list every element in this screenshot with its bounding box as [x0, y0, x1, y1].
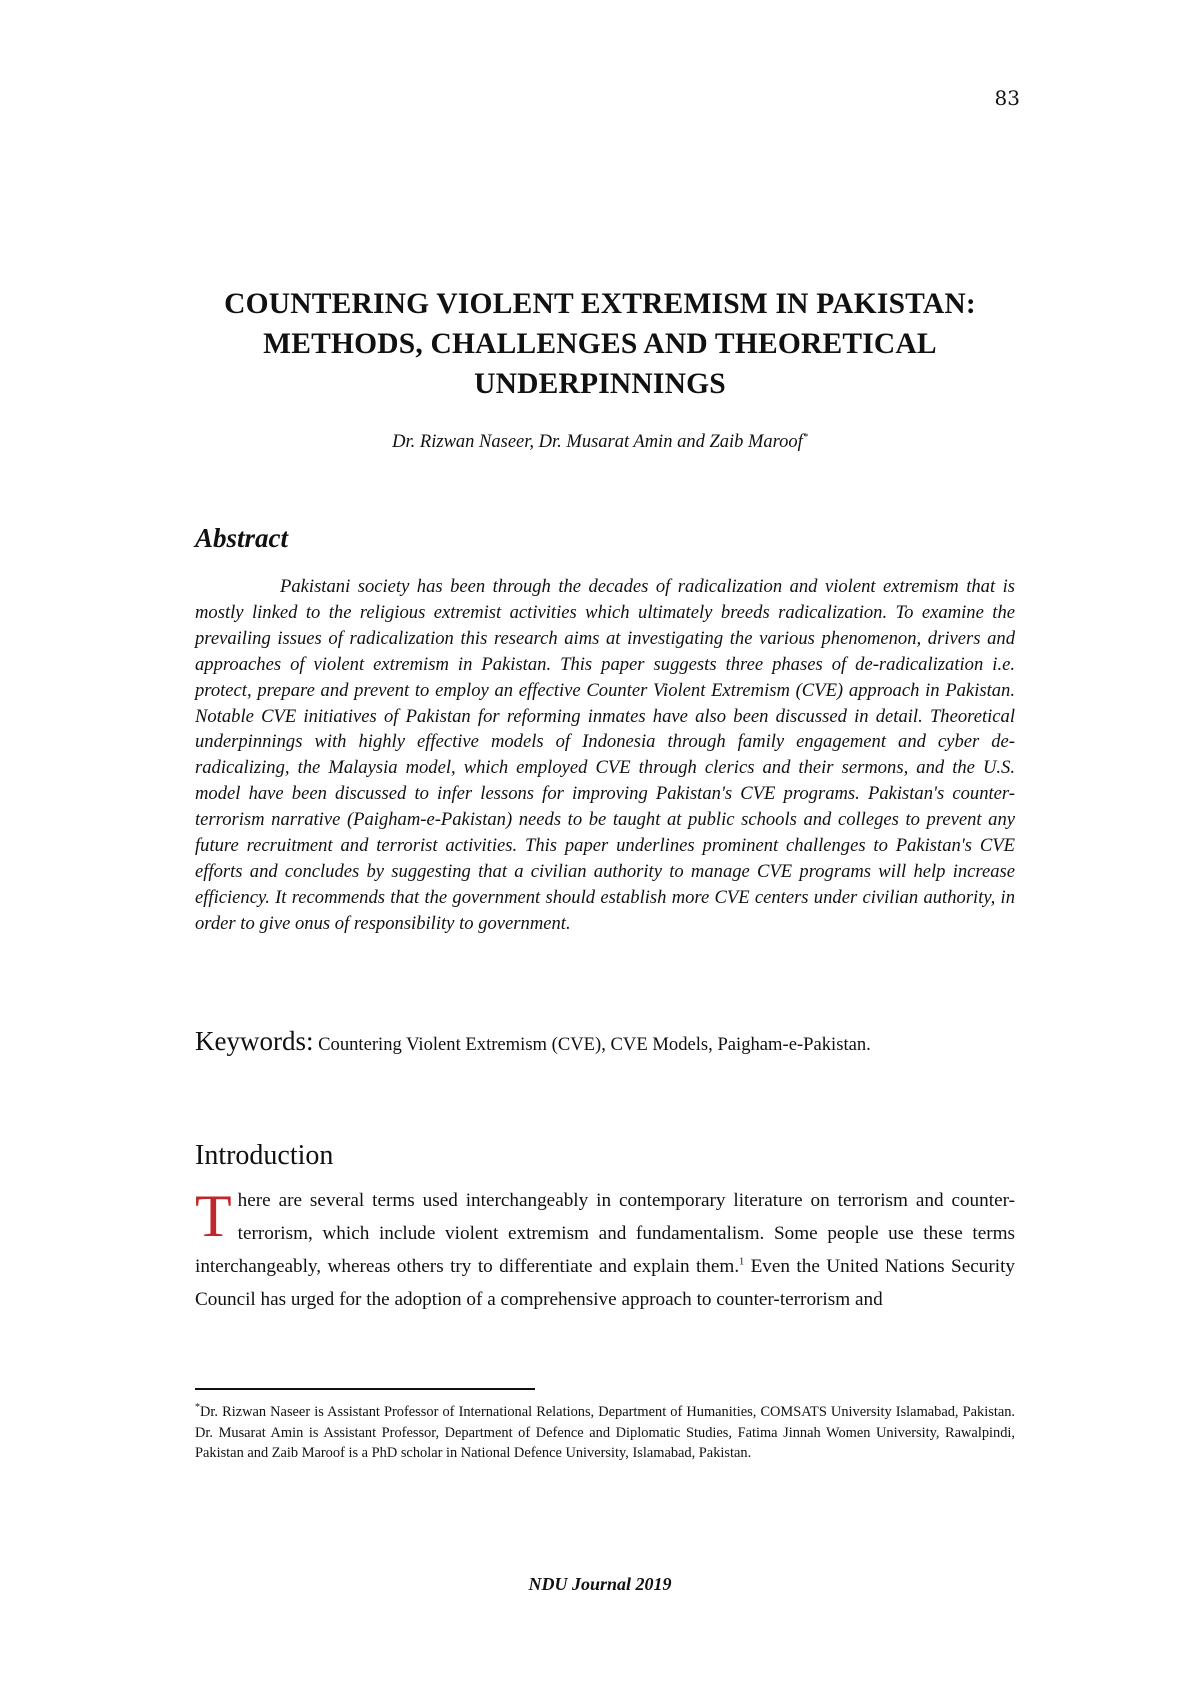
introduction-text-part1: here are several terms used interchangeably in contemporary literature on terrorism and counter-terrorism, which include violent extremism and fundamentalism. Some people use these terms interchangeably, whereas others try to differentiate and explain them.	[195, 1190, 1015, 1277]
introduction-text-part2: Even the United Nations Security Council has urged for the adoption of a comprehensive approach to counter-terrorism and	[195, 1256, 1015, 1310]
author-footnote-mark: *	[802, 431, 808, 443]
footnote-mark: *	[195, 1402, 200, 1414]
introduction-heading: Introduction	[195, 1140, 334, 1171]
footnote	[195, 1402, 1015, 1464]
page-number: 83	[994, 86, 1020, 110]
author-list	[160, 430, 1040, 454]
keywords-label: Keywords:	[195, 1026, 314, 1056]
paper-title: COUNTERING VIOLENT EXTREMISM IN PAKISTAN: METHODS, CHALLENGES AND THEORETICAL UNDERPINNINGS	[224, 288, 976, 400]
journal-footer: NDU Journal 2019	[528, 1574, 672, 1594]
abstract-body: Pakistani society has been through the decades of radicalization and violent extremism that is mostly linked to the religious extremist activities which ultimately breeds radicalization. To examine the prevailing issues of radicalization this research aims at investigating the various phenomenon, drivers and approaches of violent extremism in Pakistan. This paper suggests three phases of de-radicalization i.e. protect, prepare and prevent to employ an effective Counter Violent Extremism (CVE) approach in Pakistan. Notable CVE initiatives of Pakistan for reforming inmates have also been discussed in detail. Theoretical underpinnings with highly effective models of Indonesia through family engagement and cyber de-radicalizing, the Malaysia model, which employed CVE through clerics and their sermons, and the U.S. model have been discussed to infer lessons for improving Pakistan's CVE programs. Pakistan's counter-terrorism narrative (Paigham-e-Pakistan) needs to be taught at public schools and colleges to prevent any future recruitment and terrorist activities. This paper underlines prominent challenges to Pakistan's CVE efforts and concludes by suggesting that a civilian authority to manage CVE programs will help increase efficiency. It recommends that the government should establish more CVE centers under civilian authority, in order to give onus of responsibility to government.	[195, 576, 1015, 934]
keywords-text: Countering Violent Extremism (CVE), CVE Models, Paigham-e-Pakistan.	[318, 1034, 871, 1055]
author-names: Dr. Rizwan Naseer, Dr. Musarat Amin and Zaib Maroof	[392, 432, 803, 452]
drop-cap: T	[195, 1183, 232, 1249]
footnote-divider	[195, 1388, 535, 1390]
keywords-line	[195, 1026, 1015, 1060]
footnote-reference: 1	[739, 1256, 745, 1268]
introduction-body	[195, 1184, 1015, 1316]
abstract-heading: Abstract	[195, 523, 289, 553]
footnote-text: Dr. Rizwan Naseer is Assistant Professor of International Relations, Department of Humanities, COMSATS University Islamabad, Pakistan. Dr. Musarat Amin is Assistant Professor, Department of Defence and Diplomatic Studies, Fatima Jinnah Women University, Rawalpindi, Pakistan and Zaib Maroof is a PhD scholar in National Defence University, Islamabad, Pakistan.	[195, 1404, 1015, 1461]
